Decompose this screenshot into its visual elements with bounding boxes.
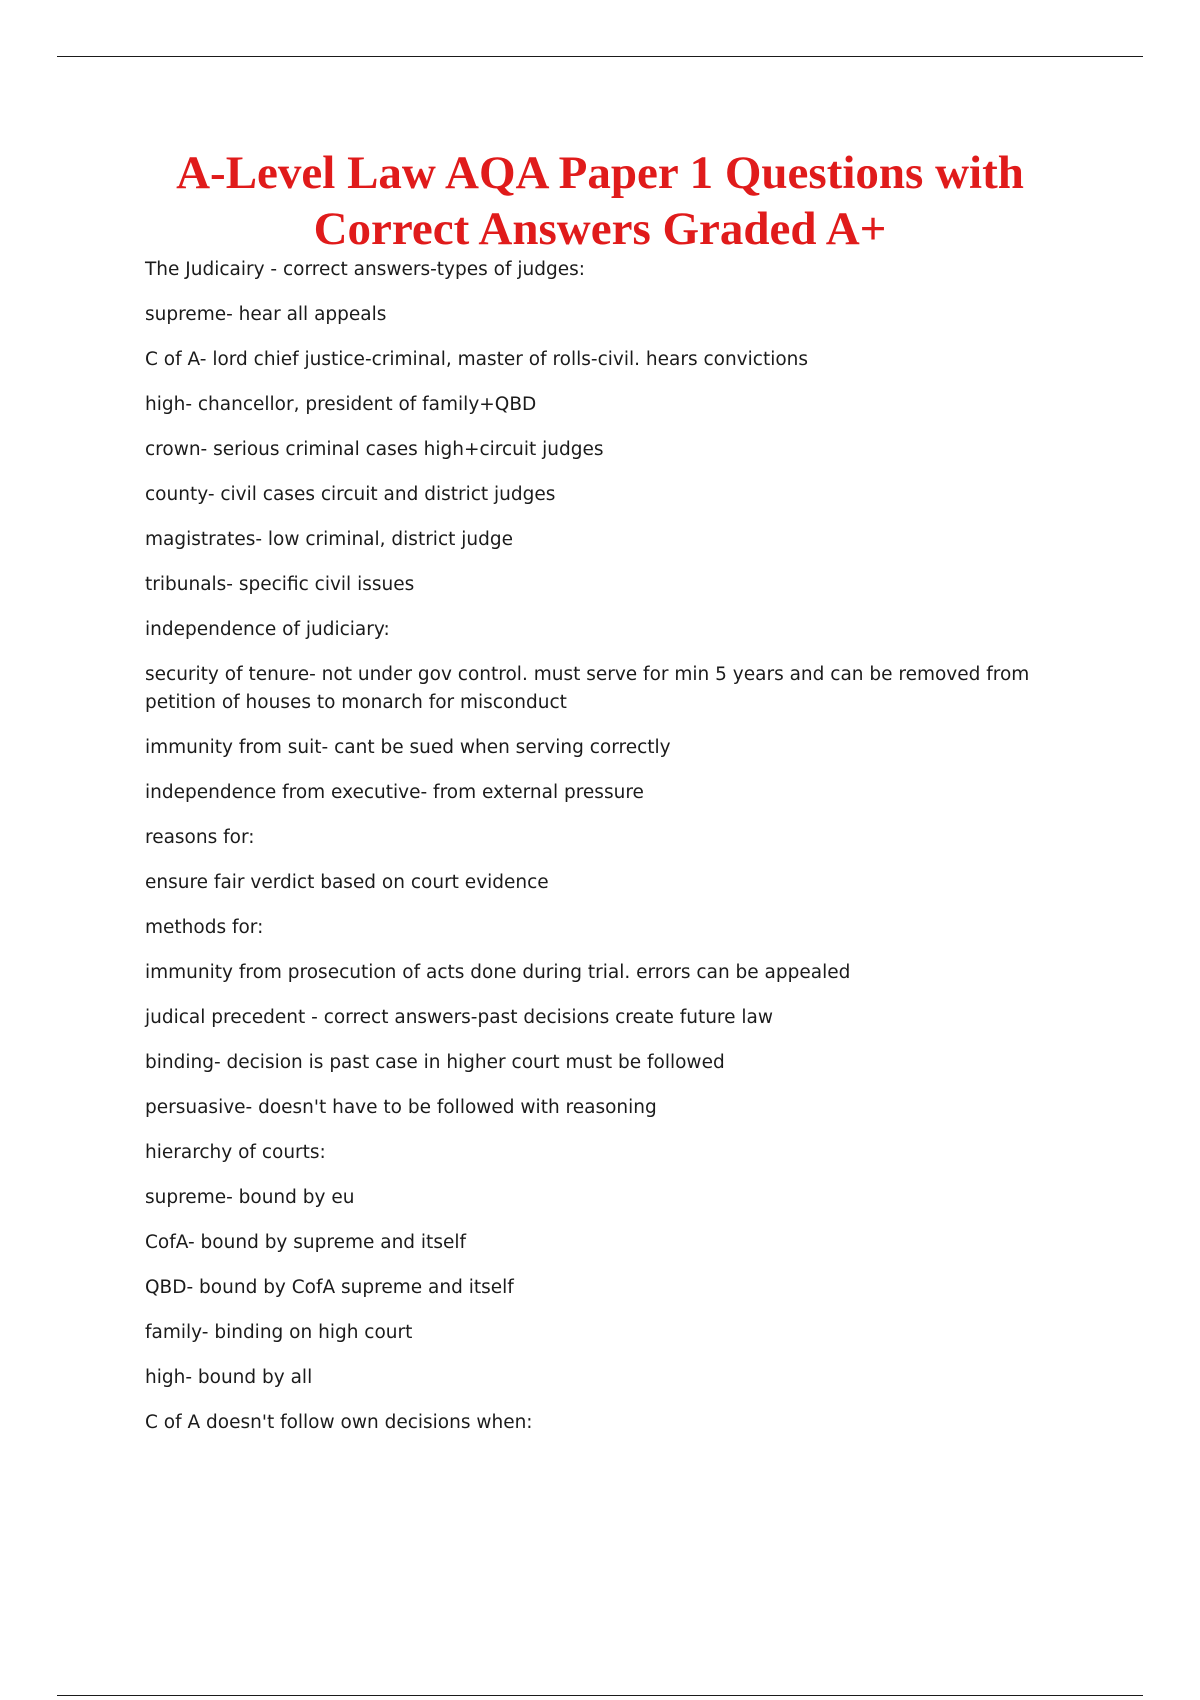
text-line: hierarchy of courts: [145,1142,326,1163]
title-line-1: A-Level Law AQA Paper 1 Questions with [176,147,1024,199]
document-title [0,145,1200,257]
text-line: methods for: [145,917,264,938]
text-line: magistrates- low criminal, district judge [145,529,513,550]
text-line: high- chancellor, president of family+QBD [145,394,537,415]
text-line: judical precedent - correct answers-past decisions create future law [145,1007,774,1028]
text-line: family- binding on high court [145,1322,413,1343]
text-line: C of A doesn't follow own decisions when: [145,1412,533,1433]
text-line: binding- decision is past case in higher court must be followed [145,1052,725,1073]
text-line: security of tenure- not under gov control. must serve for min 5 years and can be removed from petition of houses to monarch for misconduct [145,664,1030,713]
text-line: crown- serious criminal cases high+circuit judges [145,439,604,460]
text-line: reasons for: [145,827,255,848]
title-line-2: Correct Answers Graded A+ [313,203,887,255]
text-line: CofA- bound by supreme and itself [145,1232,466,1253]
text-line: supreme- hear all appeals [145,304,387,325]
header-rule [57,56,1143,57]
text-line: The Judicairy - correct answers-types of judges: [145,259,585,280]
document-body [145,256,1085,1454]
text-line: tribunals- specific civil issues [145,574,415,595]
text-line: high- bound by all [145,1367,313,1388]
text-line: QBD- bound by CofA supreme and itself [145,1277,514,1298]
text-line: independence from executive- from external pressure [145,782,644,803]
text-line: supreme- bound by eu [145,1187,355,1208]
text-line: county- civil cases circuit and district judges [145,484,556,505]
text-line: independence of judiciary: [145,619,390,640]
text-line: ensure fair verdict based on court evidence [145,872,549,893]
footer-rule [57,1695,1143,1696]
text-line: immunity from prosecution of acts done during trial. errors can be appealed [145,962,851,983]
text-line: persuasive- doesn't have to be followed with reasoning [145,1097,657,1118]
text-line: C of A- lord chief justice-criminal, master of rolls-civil. hears convictions [145,349,809,370]
text-line: immunity from suit- cant be sued when serving correctly [145,737,671,758]
